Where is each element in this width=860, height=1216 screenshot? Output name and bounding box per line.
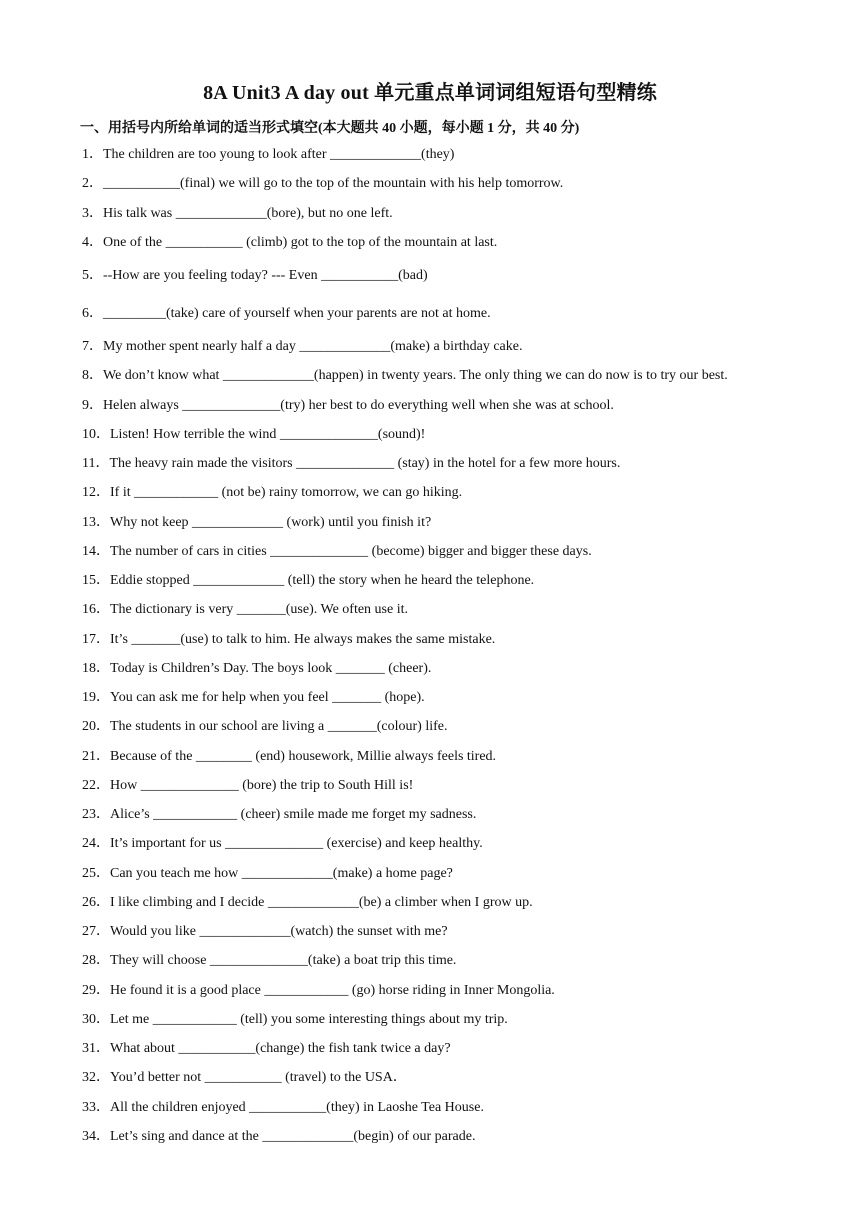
question-text: They will choose ______________(take) a boat trip this time. bbox=[110, 953, 457, 969]
question-item bbox=[82, 625, 822, 654]
question-number: 26． bbox=[82, 894, 110, 910]
question-item bbox=[82, 859, 822, 888]
question-text: Let me ____________ (tell) you some interesting things about my trip. bbox=[110, 1011, 508, 1027]
question-item bbox=[82, 449, 822, 478]
question-item bbox=[82, 712, 822, 741]
question-item bbox=[82, 295, 822, 333]
question-number: 19． bbox=[82, 690, 110, 705]
question-number: 25． bbox=[82, 865, 110, 881]
question-item bbox=[82, 595, 822, 624]
question-item bbox=[82, 566, 822, 595]
question-number: 32． bbox=[82, 1070, 110, 1086]
question-number: 10． bbox=[82, 426, 110, 442]
question-number: 27． bbox=[82, 924, 110, 939]
page-title: 8A Unit3 A day out 单元重点单词词组短语句型精练 bbox=[203, 82, 657, 104]
question-text: The dictionary is very _______(use). We often use it. bbox=[110, 602, 408, 618]
question-text: One of the ___________ (climb) got to the top of the mountain at last. bbox=[103, 234, 498, 250]
question-item bbox=[82, 946, 822, 975]
question-text: Can you teach me how _____________(make) a home page? bbox=[110, 865, 453, 881]
question-number: 7． bbox=[82, 339, 103, 354]
question-number: 4． bbox=[82, 234, 103, 250]
question-item bbox=[82, 140, 822, 169]
question-text: Helen always ______________(try) her best to do everything well when she was at school. bbox=[103, 397, 614, 413]
question-item bbox=[82, 361, 822, 390]
question-text: We don’t know what _____________(happen) in twenty years. The only thing we can do now is to try our best. bbox=[103, 368, 728, 384]
question-item bbox=[82, 391, 822, 420]
question-item bbox=[82, 917, 822, 946]
question-text: It’s _______(use) to talk to him. He always makes the same mistake. bbox=[110, 631, 496, 647]
question-number: 18． bbox=[82, 660, 110, 676]
question-item bbox=[82, 508, 822, 537]
question-text: You’d better not ___________ (travel) to the USA． bbox=[110, 1070, 407, 1086]
question-number: 30． bbox=[82, 1011, 110, 1027]
question-number: 1． bbox=[82, 147, 103, 162]
question-item bbox=[82, 1005, 822, 1034]
question-number: 15． bbox=[82, 573, 110, 588]
question-number: 29． bbox=[82, 982, 110, 998]
question-number: 12． bbox=[82, 485, 110, 501]
question-number: 13． bbox=[82, 514, 110, 530]
question-number: 14． bbox=[82, 543, 110, 559]
question-number: 34． bbox=[82, 1128, 110, 1144]
question-number: 33． bbox=[82, 1099, 110, 1115]
question-number: 20． bbox=[82, 719, 110, 735]
question-text: How ______________ (bore) the trip to South Hill is! bbox=[110, 777, 414, 793]
question-text: His talk was _____________(bore), but no one left. bbox=[103, 205, 393, 221]
question-number: 3． bbox=[82, 205, 103, 221]
question-text: The students in our school are living a _______(colour) life. bbox=[110, 719, 448, 735]
question-item bbox=[82, 654, 822, 683]
question-text: Eddie stopped _____________ (tell) the story when he heard the telephone. bbox=[110, 573, 535, 588]
question-text: All the children enjoyed ___________(they) in Laoshe Tea House. bbox=[110, 1099, 484, 1115]
question-number: 16． bbox=[82, 602, 110, 618]
question-item bbox=[82, 771, 822, 800]
question-text: What about ___________(change) the fish tank twice a day? bbox=[110, 1041, 451, 1056]
question-number: 31． bbox=[82, 1041, 110, 1056]
question-text: The number of cars in cities ______________ (become) bigger and bigger these days. bbox=[110, 543, 592, 559]
question-number: 11． bbox=[82, 456, 110, 471]
question-text: Listen! How terrible the wind ______________(sound)! bbox=[110, 426, 426, 442]
question-item bbox=[82, 332, 822, 361]
question-text: If it ____________ (not be) rainy tomorrow, we can go hiking. bbox=[110, 485, 463, 501]
question-item bbox=[82, 537, 822, 566]
question-number: 8． bbox=[82, 368, 103, 384]
question-item bbox=[82, 1063, 822, 1092]
question-item bbox=[82, 228, 822, 257]
question-list bbox=[82, 140, 822, 1151]
question-text: ___________(final) we will go to the top of the mountain with his help tomorrow. bbox=[103, 176, 564, 192]
question-text: It’s important for us ______________ (exercise) and keep healthy. bbox=[110, 836, 483, 852]
question-item bbox=[82, 257, 822, 295]
question-item bbox=[82, 1034, 822, 1063]
question-item bbox=[82, 976, 822, 1005]
question-item bbox=[82, 829, 822, 858]
question-number: 24． bbox=[82, 836, 110, 852]
question-text: He found it is a good place ____________ (go) horse riding in Inner Mongolia. bbox=[110, 982, 555, 998]
question-number: 22． bbox=[82, 777, 110, 793]
question-item bbox=[82, 169, 822, 198]
question-text: You can ask me for help when you feel _______ (hope). bbox=[110, 690, 425, 705]
question-item bbox=[82, 742, 822, 771]
question-item bbox=[82, 478, 822, 507]
question-number: 6． bbox=[82, 305, 103, 321]
question-text: _________(take) care of yourself when your parents are not at home. bbox=[103, 305, 491, 321]
question-text: The children are too young to look after _____________(they) bbox=[103, 147, 455, 162]
question-text: My mother spent nearly half a day _____________(make) a birthday cake. bbox=[103, 339, 523, 354]
question-item bbox=[82, 683, 822, 712]
question-number: 28． bbox=[82, 953, 110, 969]
question-text: Would you like _____________(watch) the sunset with me? bbox=[110, 924, 448, 939]
question-number: 17． bbox=[82, 631, 110, 647]
question-text: Alice’s ____________ (cheer) smile made me forget my sadness. bbox=[110, 807, 477, 822]
question-number: 21． bbox=[82, 748, 110, 764]
question-item bbox=[82, 420, 822, 449]
question-text: Why not keep _____________ (work) until you finish it? bbox=[110, 514, 432, 530]
question-number: 23． bbox=[82, 807, 110, 822]
section-heading: 一、用括号内所给单词的适当形式填空(本大题共 40 小题，每小题 1 分，共 40 分) bbox=[80, 121, 580, 136]
question-item bbox=[82, 800, 822, 829]
question-number: 2． bbox=[82, 176, 103, 192]
question-text: --How are you feeling today? --- Even ___________(bad) bbox=[103, 268, 428, 283]
question-text: Let’s sing and dance at the _____________(begin) of our parade. bbox=[110, 1128, 476, 1144]
question-item bbox=[82, 888, 822, 917]
question-text: Today is Children’s Day. The boys look _______ (cheer). bbox=[110, 660, 432, 676]
question-number: 9． bbox=[82, 397, 103, 413]
question-item bbox=[82, 1122, 822, 1151]
question-text: The heavy rain made the visitors ______________ (stay) in the hotel for a few more hours. bbox=[109, 456, 621, 471]
question-number: 5． bbox=[82, 268, 103, 283]
question-item bbox=[82, 1093, 822, 1122]
question-text: Because of the ________ (end) housework, Millie always feels tired. bbox=[110, 748, 497, 764]
question-text: I like climbing and I decide _____________(be) a climber when I grow up. bbox=[110, 894, 533, 910]
question-item bbox=[82, 199, 822, 228]
